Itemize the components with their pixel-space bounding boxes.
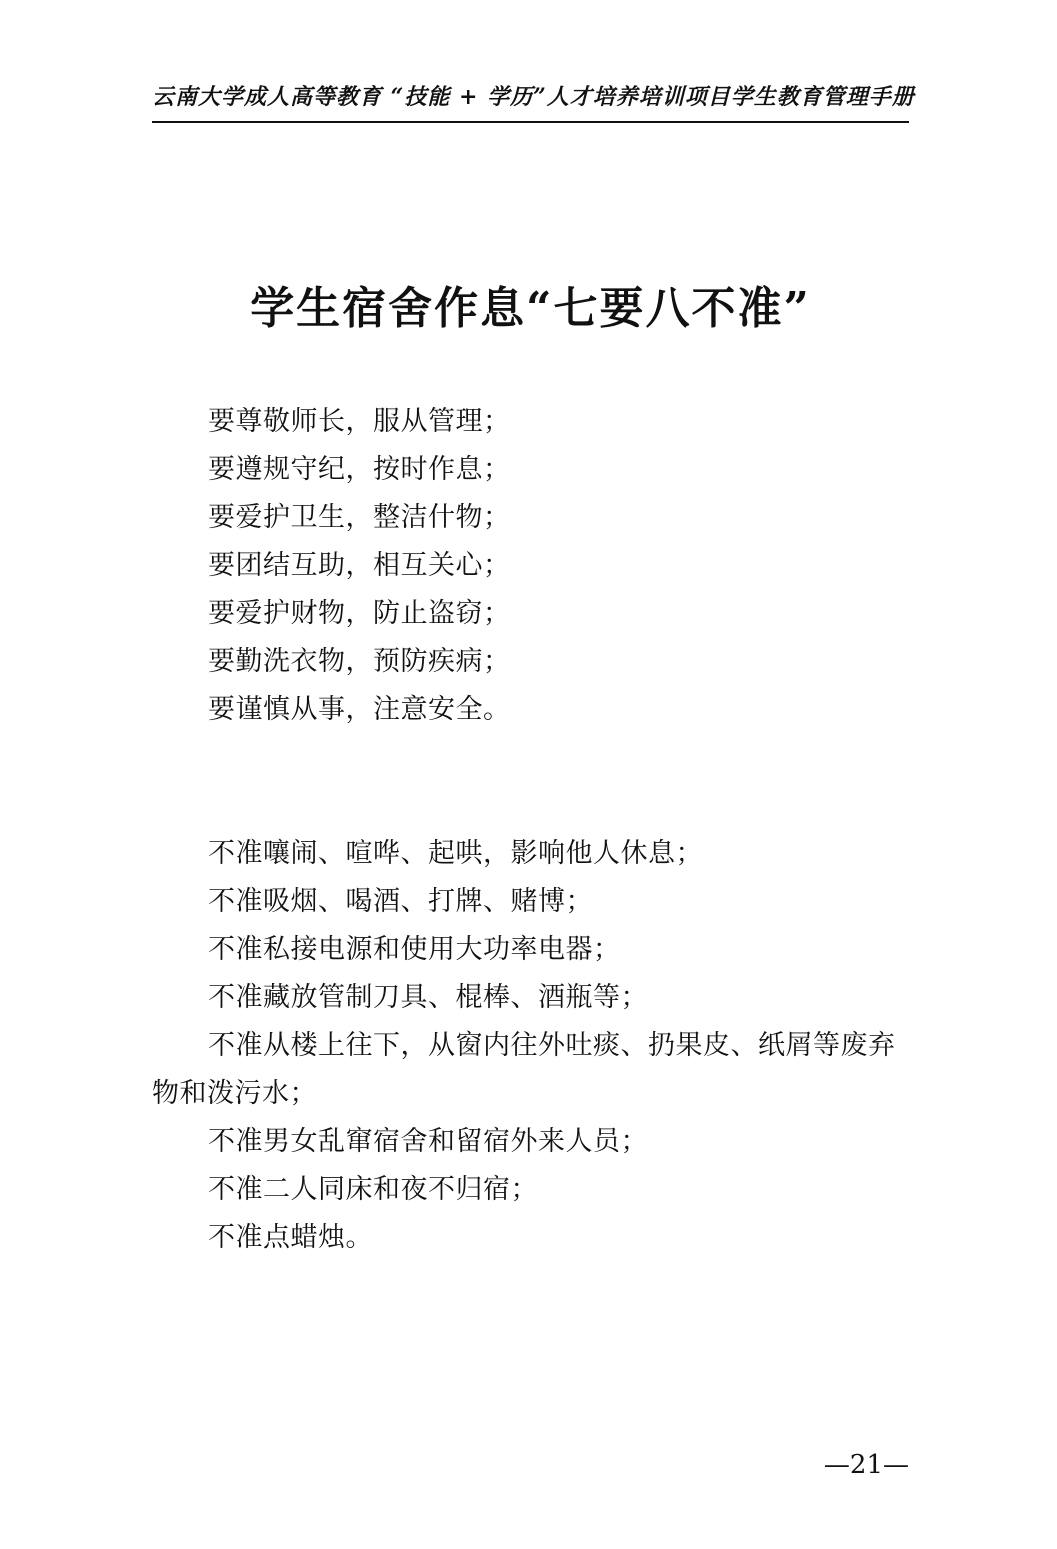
page-title: 学生宿舍作息“七要八不准” <box>250 283 811 334</box>
prohibition-item: 不准嚷闹、喧哗、起哄，影响他人休息； <box>208 838 703 869</box>
prohibition-item: 不准藏放管制刀具、棍棒、酒瓶等； <box>208 982 648 1013</box>
rule-item: 要尊敬师长，服从管理； <box>208 406 511 437</box>
header-divider <box>152 121 909 123</box>
rule-item: 要爱护卫生，整洁什物； <box>208 502 511 533</box>
rule-item: 要团结互助，相互关心； <box>208 550 511 581</box>
rule-item: 要勤洗衣物，预防疾病； <box>208 646 511 677</box>
rule-item: 要遵规守纪，按时作息； <box>208 454 511 485</box>
seven-musts-list <box>152 398 909 734</box>
rule-item: 要爱护财物，防止盗窃； <box>208 598 511 629</box>
prohibition-item: 不准男女乱窜宿舍和留宿外来人员； <box>208 1126 648 1157</box>
prohibition-item: 不准点蜡烛。 <box>208 1222 373 1253</box>
prohibition-item: 不准私接电源和使用大功率电器； <box>208 934 621 965</box>
prohibition-item: 不准二人同床和夜不归宿； <box>208 1174 538 1205</box>
rule-item: 要谨慎从事，注意安全。 <box>208 694 511 725</box>
page-number: —21— <box>823 1450 909 1480</box>
running-header: 云南大学成人高等教育 “技能 + 学历”人才培养培训项目学生教育管理手册 <box>152 84 915 110</box>
prohibition-item: 不准从楼上往下，从窗内往外吐痰、扔果皮、纸屑等废弃物和泼污水； <box>152 1030 896 1109</box>
eight-prohibitions-list <box>152 830 909 1262</box>
prohibition-item: 不准吸烟、喝酒、打牌、赌博； <box>208 886 593 917</box>
